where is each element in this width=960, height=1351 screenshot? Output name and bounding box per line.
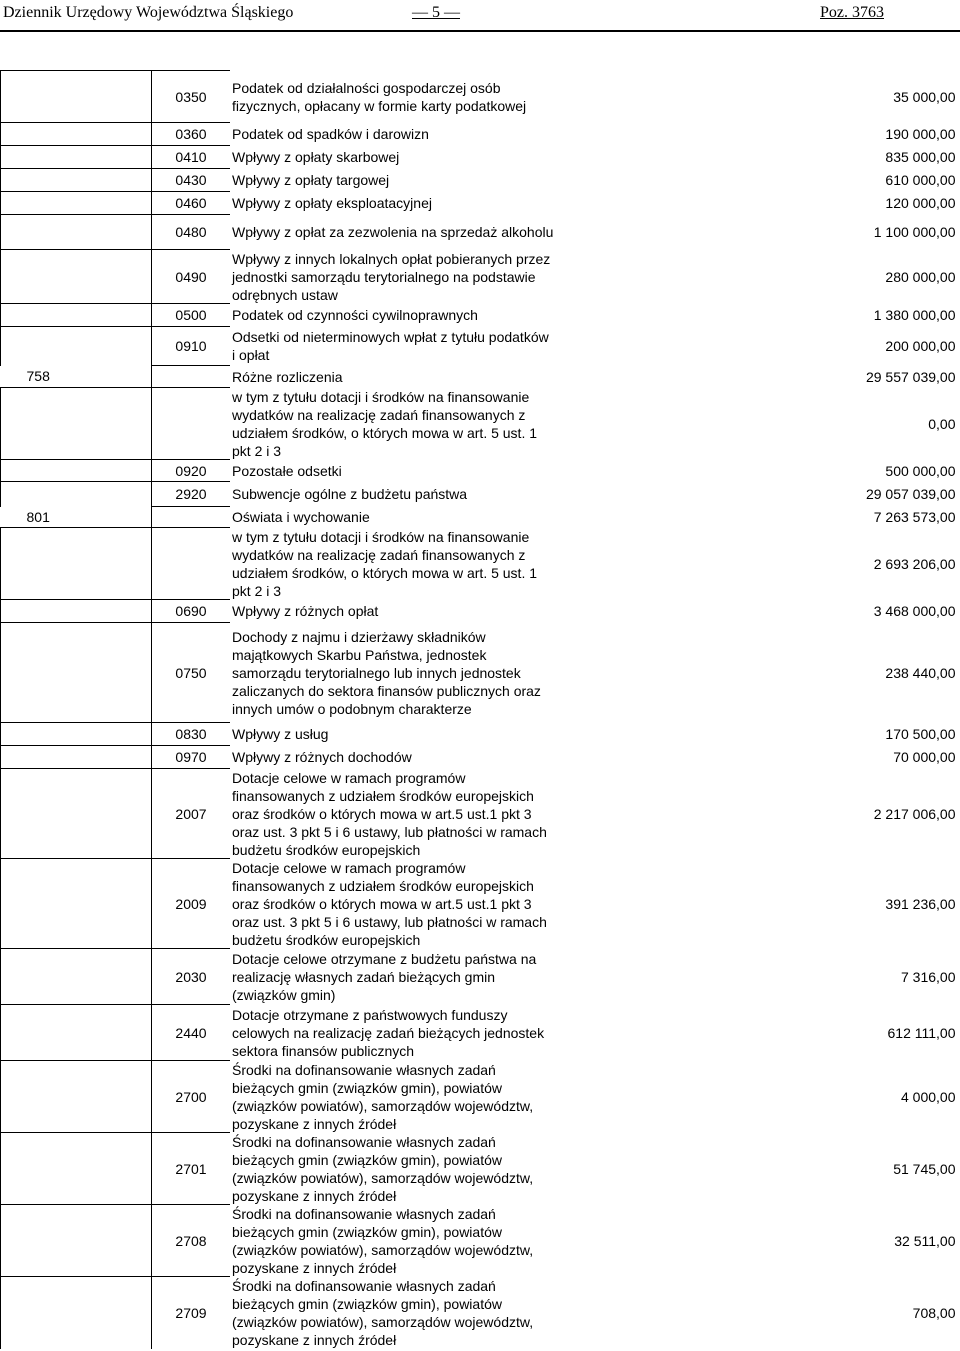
description-cell: Wpływy z opłaty targowej: [232, 172, 390, 188]
code-cell: 0490: [152, 250, 231, 304]
code-cell: 0830: [152, 723, 231, 746]
amount-cell: 51 745,00: [893, 1160, 956, 1177]
budget-table: [0, 70, 960, 1349]
code-cell: 2708: [152, 1205, 231, 1277]
amount-cell: 32 511,00: [894, 1232, 956, 1249]
code-cell: [152, 507, 231, 528]
amount-cell: 2 693 206,00: [873, 555, 956, 572]
amount-cell: 280 000,00: [885, 268, 956, 285]
description-cell: Dotacje celowe w ramach programów finansowanych z udziałem środków europejskich oraz środków o których mowa w art.5 ust.1 pkt 3 oraz ust. 3 pkt 5 i 6 ustawy, lub płatności w ramach budżetu środków europejskich: [232, 769, 547, 858]
section-cell: [1, 723, 152, 746]
section-cell: [1, 746, 152, 769]
table-row: [1, 949, 960, 1005]
section-cell: [1, 600, 152, 623]
journal-title: Dziennik Urzędowy Województwa Śląskiego: [3, 4, 294, 21]
section-cell: [1, 250, 152, 304]
table-row: [1, 507, 960, 528]
description-cell: Środki na dofinansowanie własnych zadań bieżących gmin (związków gmin), powiatów (związków powiatów), samorządów województw, pozyskane z innych źródeł: [232, 1061, 534, 1132]
section-cell: [1, 528, 152, 600]
section-cell: [1, 327, 152, 366]
code-cell: 0750: [152, 623, 231, 723]
code-cell: 0460: [152, 192, 231, 215]
table-row: [1, 123, 960, 146]
amount-cell: 391 236,00: [885, 895, 956, 912]
table-row: [1, 623, 960, 723]
table-row: [1, 600, 960, 623]
code-cell: 0360: [152, 123, 231, 146]
table-row: [1, 769, 960, 859]
description-cell: Odsetki od nieterminowych wpłat z tytułu podatków i opłat: [232, 329, 549, 363]
section-cell: [1, 949, 152, 1005]
description-cell: Środki na dofinansowanie własnych zadań bieżących gmin (związków gmin), powiatów (związków powiatów), samorządów województw, pozyskane z innych źródeł: [232, 1205, 534, 1276]
description-cell: Dotacje celowe otrzymane z budżetu państwa na realizację własnych zadań bieżących gmin (związków gmin): [232, 950, 537, 1003]
amount-cell: 120 000,00: [885, 195, 956, 211]
code-cell: 0410: [152, 146, 231, 169]
amount-cell: 612 111,00: [887, 1024, 956, 1041]
table-row: [1, 460, 960, 482]
section-cell: [1, 1005, 152, 1061]
amount-cell: 29 557 039,00: [865, 368, 956, 385]
description-cell: Subwencje ogólne z budżetu państwa: [232, 486, 468, 502]
code-cell: 0480: [152, 215, 231, 250]
amount-cell: 35 000,00: [893, 88, 956, 105]
amount-cell: 238 440,00: [885, 664, 956, 681]
table-row: [1, 146, 960, 169]
table-row: [1, 1277, 960, 1349]
code-cell: 0350: [152, 71, 231, 123]
section-cell: 801: [26, 508, 50, 525]
section-cell: 758: [26, 368, 50, 385]
section-cell: [1, 123, 152, 146]
code-cell: 0430: [152, 169, 231, 192]
table-row: [1, 1005, 960, 1061]
description-cell: Wpływy z innych lokalnych opłat pobieranych przez jednostki samorządu terytorialnego na podstawie odrębnych ustaw: [232, 250, 551, 303]
position-number: Poz. 3763: [820, 4, 884, 21]
code-cell: [152, 388, 231, 460]
amount-cell: 3 468 000,00: [873, 603, 956, 619]
table-row: [1, 304, 960, 327]
code-cell: [152, 366, 231, 388]
section-cell: [1, 1133, 152, 1205]
description-cell: Wpływy z różnych opłat: [232, 603, 379, 619]
section-cell: [1, 1277, 152, 1349]
amount-cell: 190 000,00: [885, 126, 956, 142]
section-cell: [1, 169, 152, 192]
description-cell: Pozostałe odsetki: [232, 462, 342, 479]
table-row: [1, 1205, 960, 1277]
code-cell: 0970: [152, 746, 231, 769]
description-cell: Wpływy z opłaty eksploatacyjnej: [232, 195, 432, 211]
section-cell: [1, 215, 152, 250]
description-cell: Dotacje celowe w ramach programów finansowanych z udziałem środków europejskich oraz środków o których mowa w art.5 ust.1 pkt 3 oraz ust. 3 pkt 5 i 6 ustawy, lub płatności w ramach budżetu środków europejskich: [232, 859, 547, 948]
description-cell: Środki na dofinansowanie własnych zadań bieżących gmin (związków gmin), powiatów (związków powiatów), samorządów województw, pozyskane z innych źródeł: [232, 1133, 534, 1204]
code-cell: 0500: [152, 304, 231, 327]
amount-cell: 1 100 000,00: [873, 224, 956, 240]
description-cell: Podatek od działalności gospodarczej osób fizycznych, opłacany w formie karty podatkowej: [232, 79, 527, 114]
description-cell: Dochody z najmu i dzierżawy składników majątkowych Skarbu Państwa, jednostek samorządu terytorialnego lub innych jednostek zaliczanych do sektora finansów publicznych oraz innych umów o podobnym charakterze: [232, 628, 541, 717]
description-cell: Podatek od czynności cywilnoprawnych: [232, 307, 478, 323]
description-cell: Podatek od spadków i darowizn: [232, 126, 429, 142]
description-cell: Wpływy z opłat za zezwolenia na sprzedaż alkoholu: [232, 224, 554, 240]
description-cell: w tym z tytułu dotacji i środków na finansowanie wydatków na realizację zadań finansowanych z udziałem środków, o których mowa w art. 5 ust. 1 pkt 2 i 3: [232, 528, 538, 599]
section-cell: [1, 192, 152, 215]
amount-cell: 708,00: [912, 1304, 956, 1321]
description-cell: Różne rozliczenia: [232, 368, 343, 385]
table-row: [1, 1133, 960, 1205]
code-cell: 2007: [152, 769, 231, 859]
section-cell: [1, 859, 152, 949]
table-row: [1, 71, 960, 123]
page-number: — 5 —: [412, 4, 460, 21]
table-row: [1, 366, 960, 388]
description-cell: Dotacje otrzymane z państwowych funduszy celowych na realizację zadań bieżących jednostek sektora finansów publicznych: [232, 1006, 545, 1059]
table-row: [1, 192, 960, 215]
amount-cell: 7 263 573,00: [873, 509, 956, 525]
code-cell: [152, 528, 231, 600]
section-cell: [1, 769, 152, 859]
table-row: [1, 388, 960, 460]
code-cell: 0690: [152, 600, 231, 623]
table-row: [1, 528, 960, 600]
code-cell: 2709: [152, 1277, 231, 1349]
amount-cell: 610 000,00: [885, 172, 956, 188]
description-cell: Wpływy z opłaty skarbowej: [232, 149, 400, 165]
section-cell: [1, 1061, 152, 1133]
section-cell: [1, 460, 152, 482]
description-cell: Wpływy z usług: [232, 726, 329, 742]
section-cell: [1, 146, 152, 169]
code-cell: 2030: [152, 949, 231, 1005]
table-row: [1, 859, 960, 949]
amount-cell: 2 217 006,00: [873, 805, 956, 822]
code-cell: 2920: [152, 482, 231, 507]
table-row: [1, 327, 960, 366]
table-row: [1, 1061, 960, 1133]
amount-cell: 500 000,00: [885, 462, 956, 479]
section-cell: [1, 388, 152, 460]
amount-cell: 0,00: [928, 415, 956, 432]
amount-cell: 200 000,00: [885, 338, 956, 354]
code-cell: 2009: [152, 859, 231, 949]
table-row: [1, 723, 960, 746]
description-cell: Wpływy z różnych dochodów: [232, 749, 412, 765]
section-cell: [1, 482, 152, 507]
description-cell: w tym z tytułu dotacji i środków na finansowanie wydatków na realizację zadań finansowanych z udziałem środków, o których mowa w art. 5 ust. 1 pkt 2 i 3: [232, 388, 538, 459]
table-row: [1, 250, 960, 304]
amount-cell: 29 057 039,00: [865, 486, 956, 502]
section-cell: [1, 304, 152, 327]
amount-cell: 7 316,00: [901, 968, 956, 985]
description-cell: Środki na dofinansowanie własnych zadań bieżących gmin (związków gmin), powiatów (związków powiatów), samorządów województw, pozyskane z innych źródeł: [232, 1277, 534, 1348]
page-header: [0, 0, 960, 30]
section-cell: [1, 71, 152, 123]
description-cell: Oświata i wychowanie: [232, 509, 370, 525]
code-cell: 2700: [152, 1061, 231, 1133]
code-cell: 2701: [152, 1133, 231, 1205]
code-cell: 0920: [152, 460, 231, 482]
code-cell: 0910: [152, 327, 231, 366]
section-cell: [1, 623, 152, 723]
amount-cell: 170 500,00: [885, 726, 956, 742]
table-row: [1, 169, 960, 192]
code-cell: 2440: [152, 1005, 231, 1061]
amount-cell: 4 000,00: [901, 1088, 956, 1105]
table-row: [1, 215, 960, 250]
table-row: [1, 482, 960, 507]
table-row: [1, 746, 960, 769]
amount-cell: 70 000,00: [893, 749, 956, 765]
amount-cell: 1 380 000,00: [873, 307, 956, 323]
header-rule: [0, 30, 960, 32]
amount-cell: 835 000,00: [885, 149, 956, 165]
section-cell: [1, 1205, 152, 1277]
